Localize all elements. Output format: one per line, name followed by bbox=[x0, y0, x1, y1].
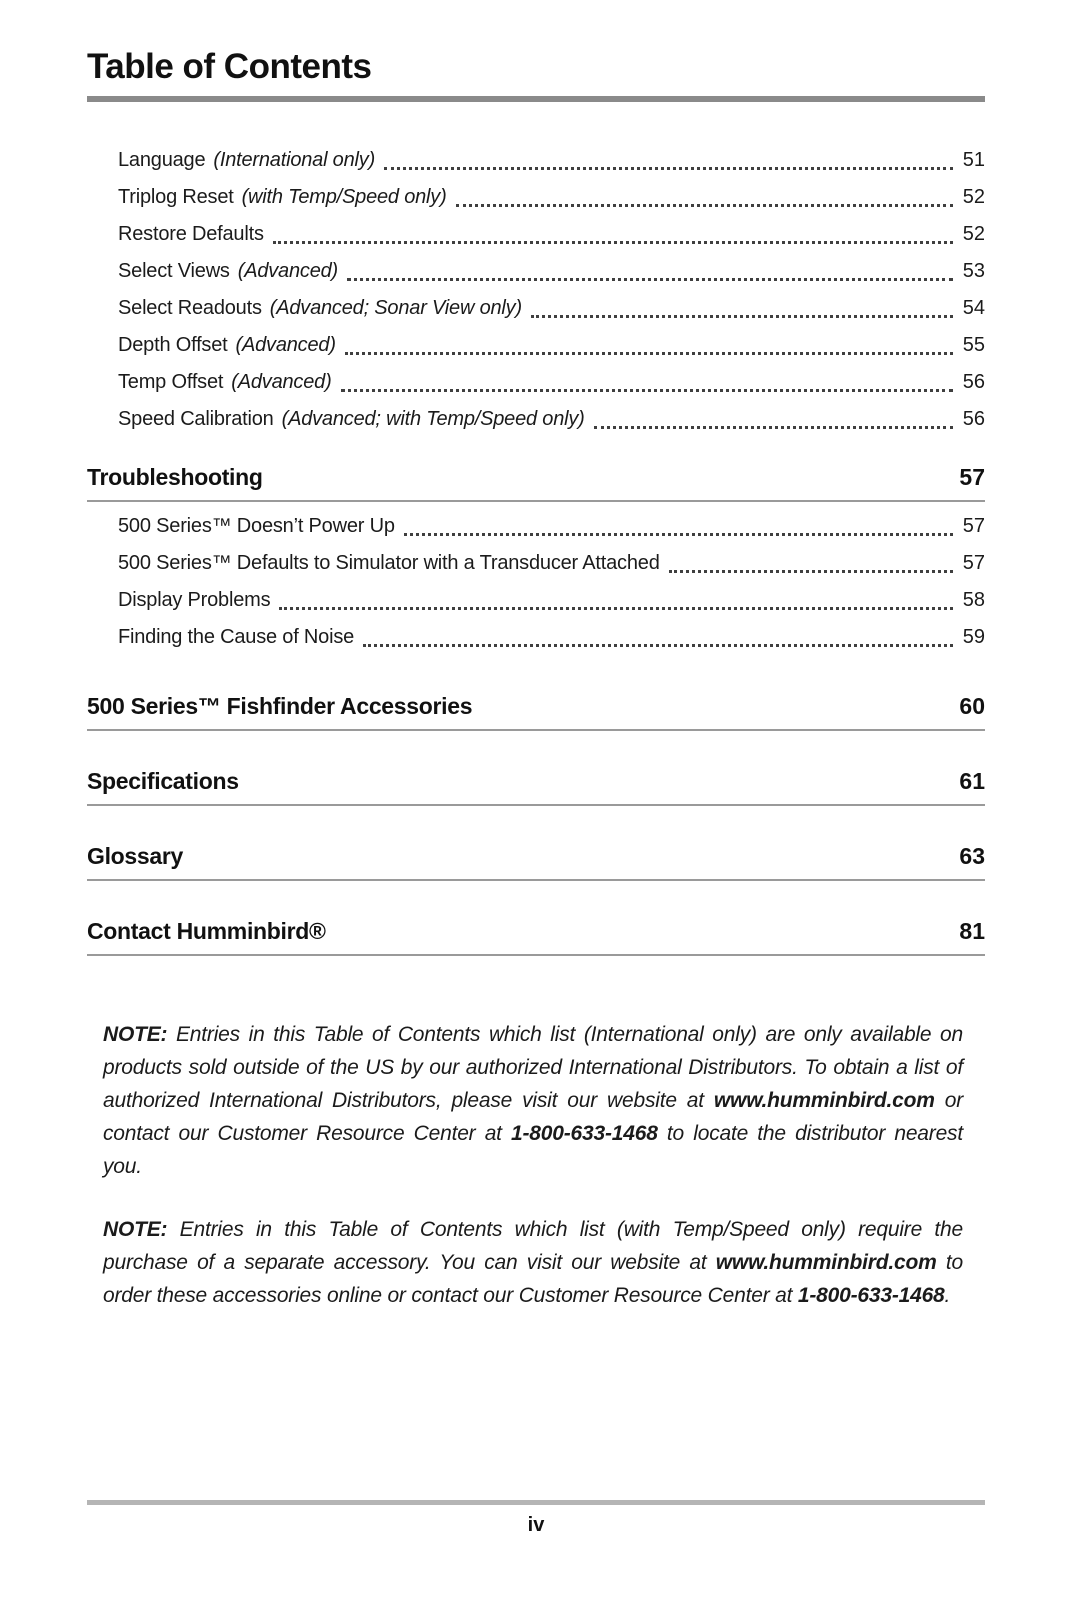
note-bold-text: 1-800-633-1468 bbox=[797, 1283, 945, 1307]
note-text: Entries in this Table of Contents which list (International only) are only available on products sold outside of the US by our authorized International Distributors. To obtain a list of authorized International Distributors, please visit our website at bbox=[103, 1022, 963, 1112]
toc-entry-page-number: 54 bbox=[962, 296, 985, 319]
toc-entry-qualifier: (Advanced; with Temp/Speed only) bbox=[281, 407, 585, 430]
toc-entry bbox=[87, 619, 985, 656]
note-text: or contact our Customer Resource Center at bbox=[103, 1088, 963, 1145]
note-bold-text: NOTE: bbox=[103, 1022, 176, 1046]
toc-section-title: Contact Humminbird® bbox=[87, 917, 326, 944]
toc-entry-page-number: 56 bbox=[962, 407, 985, 430]
dot-leader bbox=[531, 315, 953, 318]
toc-entry bbox=[87, 364, 985, 401]
toc-group bbox=[87, 142, 985, 438]
toc-entry-page-number: 59 bbox=[962, 625, 985, 648]
toc-entry bbox=[87, 327, 985, 364]
note-bold-text: www.humminbird.com bbox=[715, 1250, 937, 1274]
note-paragraph-international bbox=[103, 1018, 963, 1183]
note-bold-text: 1-800-633-1468 bbox=[511, 1121, 658, 1145]
toc-entry bbox=[87, 545, 985, 582]
toc-entry-qualifier: (International only) bbox=[213, 148, 376, 171]
toc-section-page-number: 61 bbox=[959, 767, 985, 794]
footer-rule bbox=[87, 1500, 985, 1505]
toc-section-title: 500 Series™ Fishfinder Accessories bbox=[87, 692, 473, 719]
note-bold-text: NOTE: bbox=[103, 1217, 180, 1241]
toc-entry-page-number: 58 bbox=[962, 588, 985, 611]
toc-entry-label: 500 Series™ Doesn’t Power Up bbox=[118, 514, 395, 537]
toc-entry-page-number: 56 bbox=[962, 370, 985, 393]
note-text: . bbox=[944, 1283, 951, 1307]
note-text: to order these accessories online or contact our Customer Resource Center at bbox=[103, 1250, 963, 1307]
toc-entry-page-number: 51 bbox=[962, 148, 985, 171]
toc-section-heading bbox=[87, 464, 985, 502]
toc-entry-label: Depth Offset (Advanced) bbox=[118, 333, 336, 356]
toc bbox=[87, 142, 985, 956]
toc-entry-page-number: 53 bbox=[962, 259, 985, 282]
dot-leader bbox=[384, 167, 953, 170]
dot-leader bbox=[345, 352, 953, 355]
page-footer bbox=[87, 1500, 985, 1537]
dot-leader bbox=[669, 570, 953, 573]
toc-group bbox=[87, 918, 985, 956]
toc-group bbox=[87, 464, 985, 656]
toc-section-title: Troubleshooting bbox=[87, 463, 263, 490]
toc-entry-qualifier: (Advanced) bbox=[237, 259, 339, 282]
toc-entry-label: 500 Series™ Defaults to Simulator with a Transducer Attached bbox=[118, 551, 660, 574]
note-bold-text: www.humminbird.com bbox=[713, 1088, 935, 1112]
note-paragraph-temp-speed bbox=[103, 1213, 963, 1312]
toc-entry-qualifier: (Advanced; Sonar View only) bbox=[269, 296, 522, 319]
toc-section-heading bbox=[87, 843, 985, 881]
toc-section-page-number: 60 bbox=[959, 692, 985, 719]
toc-entry bbox=[87, 508, 985, 545]
toc-section-title: Specifications bbox=[87, 767, 239, 794]
note-text: to locate the distributor nearest you. bbox=[103, 1121, 963, 1178]
toc-entry bbox=[87, 401, 985, 438]
toc-entry-label: Speed Calibration (Advanced; with Temp/Speed only) bbox=[118, 407, 585, 430]
title-rule bbox=[87, 96, 985, 102]
dot-leader bbox=[279, 607, 952, 610]
toc-entry-page-number: 52 bbox=[962, 185, 985, 208]
footer-page-number: iv bbox=[527, 1514, 545, 1536]
toc-entry bbox=[87, 253, 985, 290]
dot-leader bbox=[363, 644, 953, 647]
toc-entry bbox=[87, 582, 985, 619]
toc-entry-label: Restore Defaults bbox=[118, 222, 264, 245]
toc-group bbox=[87, 843, 985, 881]
toc-entry-label: Finding the Cause of Noise bbox=[118, 625, 355, 648]
toc-entry-qualifier: (Advanced) bbox=[235, 333, 336, 356]
toc-entry-label: Display Problems bbox=[118, 588, 271, 611]
toc-entry bbox=[87, 179, 985, 216]
toc-section-heading bbox=[87, 693, 985, 731]
page-title: Table of Contents bbox=[87, 47, 372, 86]
toc-entry bbox=[87, 216, 985, 253]
toc-group bbox=[87, 693, 985, 731]
toc-section-heading bbox=[87, 918, 985, 956]
toc-entry-label: Temp Offset (Advanced) bbox=[118, 370, 332, 393]
dot-leader bbox=[456, 204, 953, 207]
dot-leader bbox=[273, 241, 953, 244]
toc-entry-label: Select Views (Advanced) bbox=[118, 259, 339, 282]
toc-entry-label: Triplog Reset (with Temp/Speed only) bbox=[118, 185, 447, 208]
toc-section-page-number: 81 bbox=[959, 917, 985, 944]
toc-entry bbox=[87, 290, 985, 327]
dot-leader bbox=[594, 426, 953, 429]
toc-entry-label: Select Readouts (Advanced; Sonar View only) bbox=[118, 296, 522, 319]
dot-leader bbox=[341, 389, 953, 392]
toc-section-page-number: 57 bbox=[959, 463, 985, 490]
toc-entry-page-number: 57 bbox=[962, 514, 985, 537]
toc-entry-qualifier: (with Temp/Speed only) bbox=[241, 185, 447, 208]
dot-leader bbox=[347, 278, 953, 281]
dot-leader bbox=[404, 533, 953, 536]
toc-section-heading bbox=[87, 768, 985, 806]
notes bbox=[87, 1018, 985, 1312]
toc-section-title: Glossary bbox=[87, 842, 184, 869]
toc-entry-qualifier: (Advanced) bbox=[231, 370, 332, 393]
toc-entry-page-number: 52 bbox=[962, 222, 985, 245]
toc-entry-page-number: 55 bbox=[962, 333, 985, 356]
note-text: Entries in this Table of Contents which list (with Temp/Speed only) require the purchase of a separate accessory. You can visit our website at bbox=[103, 1217, 963, 1274]
toc-entry-label: Language (International only) bbox=[118, 148, 376, 171]
toc-entry bbox=[87, 142, 985, 179]
toc-entry-page-number: 57 bbox=[962, 551, 985, 574]
toc-section-page-number: 63 bbox=[959, 842, 985, 869]
toc-group bbox=[87, 768, 985, 806]
